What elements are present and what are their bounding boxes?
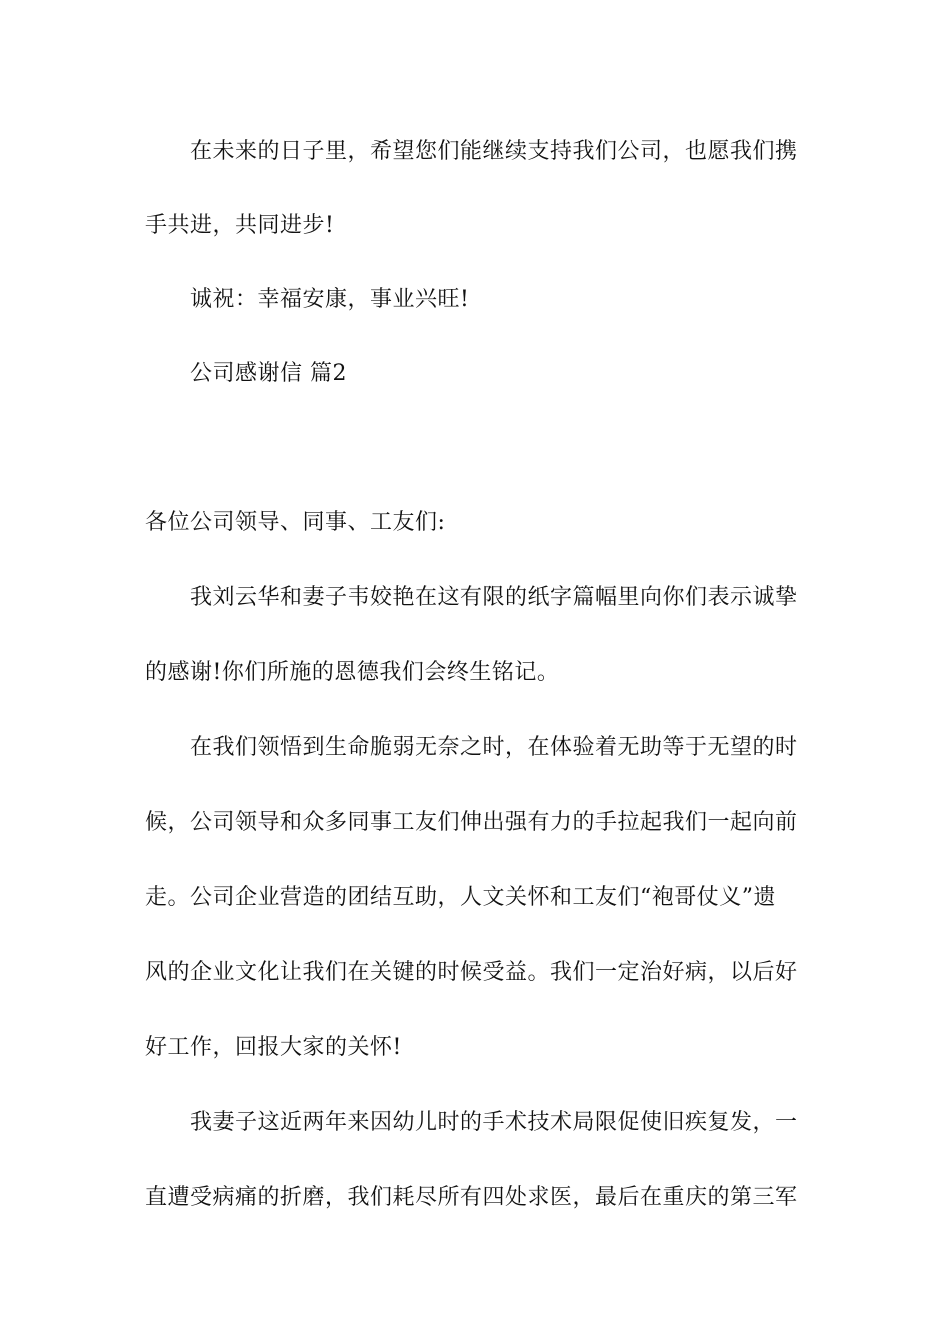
paragraph-line-10: 我妻子这近两年来因幼儿时的手术技术局限促使旧疾复发，一 bbox=[190, 1110, 798, 1135]
paragraph-line-6: 候，公司领导和众多同事工友们伸出强有力的手拉起我们一起向前 bbox=[145, 810, 798, 835]
paragraph-line-4: 的感谢!你们所施的恩德我们会终生铭记。 bbox=[145, 660, 560, 685]
paragraph-line-5: 在我们领悟到生命脆弱无奈之时，在体验着无助等于无望的时 bbox=[190, 735, 798, 760]
paragraph-line-9: 好工作，回报大家的关怀! bbox=[145, 1035, 402, 1060]
salutation: 各位公司领导、同事、工友们: bbox=[145, 510, 446, 535]
closing-wishes: 诚祝：幸福安康，事业兴旺! bbox=[190, 287, 470, 312]
paragraph-line-8: 风的企业文化让我们在关键的时候受益。我们一定治好病，以后好 bbox=[145, 960, 798, 985]
paragraph-line-2: 手共进，共同进步! bbox=[145, 213, 335, 238]
paragraph-line-3: 我刘云华和妻子韦姣艳在这有限的纸字篇幅里向你们表示诚挚 bbox=[190, 585, 798, 610]
section-heading: 公司感谢信 篇2 bbox=[190, 361, 347, 386]
paragraph-line-1: 在未来的日子里，希望您们能继续支持我们公司，也愿我们携 bbox=[190, 139, 798, 164]
paragraph-line-11: 直遭受病痛的折磨，我们耗尽所有四处求医，最后在重庆的第三军 bbox=[145, 1185, 798, 1210]
paragraph-line-7: 走。公司企业营造的团结互助，人文关怀和工友们“袍哥仗义”遗 bbox=[145, 885, 776, 910]
